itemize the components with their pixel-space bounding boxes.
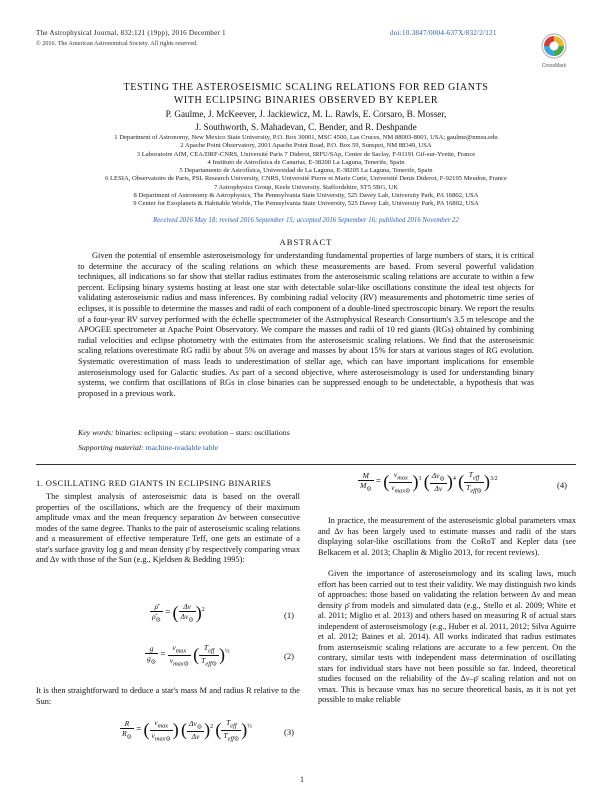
title-line-1: TESTING THE ASTEROSEISMIC SCALING RELATIONS FOR RED GIANTS — [123, 82, 489, 93]
equation-number: (1) — [284, 610, 295, 620]
crossmark-label: CrossMark — [541, 63, 567, 69]
equation-number: (3) — [284, 727, 295, 737]
abstract-text: Given the potential of ensemble asteroseismology for understanding fundamental properties of large numbers of stars, it is critical to determine the accuracy of the scaling relations on which these measurements are based. From several powerful validation techniques, all indications so far show that stellar radius estimates from the asteroseismic scaling relations are accurate to within a few percent. Eclipsing binary systems hosting at least one star with detectable solar-like oscillations constitute the ideal test objects for validating asteroseismic radius and mass inferences. By combining radial velocity (RV) measurements and photometric time series of eclipses, it is possible to determine the masses and radii of each component of a double-lined spectroscopic binary. We report the results of a four-year RV survey performed with the échelle spectrometer of the Astrophysical Research Consortium's 3.5 m telescope and the APOGEE spectrometer at Apache Point Observatory. We compare the masses and radii of 10 red giants (RGs) obtained by combining radial velocities and eclipse photometry with the estimates from the asteroseismic scaling relations. We find that the asteroseismic scaling relations overestimate RG radii by about 5% on average and masses by about 15% for stars at various stages of RG evolution. Systematic overestimation of mass leads to underestimation of stellar age, which can have important implications for ensemble asteroseismology used for Galactic studies. As part of a second objective, where asteroseismology is used for understanding binary systems, we confirm that oscillations of RGs in close binaries can be suppressed enough to be undetectable, a hypothesis that was proposed in a previous work. — [78, 251, 534, 398]
page-number: 1 — [300, 775, 304, 784]
equation-number: (2) — [284, 651, 295, 661]
supporting-material — [78, 443, 534, 452]
equation-1: $\frac{\rhō}{\rhō_⊙}$ = ( $\frac{\Delta\nu}{\Delta\nu_⊙}$ )$^2$ — [152, 602, 205, 624]
affiliation: 6 LESIA, Observatoire de Paris, PSL Research University, CNRS, Université Pierre et Marie Curie, Université Denis Diderot, F-92195 Meudon, France — [105, 175, 507, 183]
equation-4: $\frac{M}{M_⊙}$ = ( $\frac{\nu_{max}}{\nu_{max⊙}}$ )$^3$ ( $\frac{\Delta\nu_⊙}{\Delta\nu}$ )$^4$ ( $\frac{T_{eff}}{T_{eff⊙}}$ )$^{3/2}$ — [360, 470, 498, 495]
keywords-label: Key words: — [78, 428, 114, 437]
crossmark-badge[interactable] — [541, 33, 567, 67]
crossmark-icon — [541, 33, 567, 59]
section-heading: 1. OSCILLATING RED GIANTS IN ECLIPSING BINARIES — [36, 478, 272, 488]
keywords-text: binaries: eclipsing – stars: evolution – stars: oscillations — [115, 428, 290, 437]
section-divider — [36, 464, 576, 465]
left-paragraph-2: It is then straightforward to deduce a star's mass M and radius R relative to the Sun: — [36, 686, 300, 706]
affiliation: 2 Apache Point Observatory, 2001 Apache Point Road, P.O. Box 59, Sunspot, NM 88349, USA — [180, 142, 432, 150]
affiliation: 4 Instituto de Astrofísica de Canarias, E-38200 La Laguna, Tenerife, Spain — [207, 158, 405, 166]
left-paragraph-1: The simplest analysis of asteroseismic data is based on the overall properties of the oscillations, which are the frequency of their maximum amplitude νmax and the mean frequency separation Δν between consecutive modes of the same degree. Thanks to the pair of asteroseismic scaling relations and a measurement of effective temperature Teff, one gets an estimate of a star's surface gravity log g and mean density ρ̄ by respectively comparing νmax and Δν with those of the Sun (e.g., Kjeldsen & Bedding 1995): — [36, 492, 300, 564]
affiliations — [40, 134, 572, 209]
keywords — [78, 428, 534, 437]
authors-line-1: P. Gaulme, J. McKeever, J. Jackiewicz, M. L. Rawls, E. Corsaro, B. Mosser, — [165, 109, 447, 119]
affiliation: 1 Department of Astronomy, New Mexico State University, P.O. Box 30001, MSC 4500, Las Cruces, NM 88003-8001, USA; gaulme@nmsu.edu — [114, 134, 498, 141]
affiliation: 5 Departamento de Astrofísica, Universidad de La Laguna, E-38205 La Laguna, Tenerife, Spain — [179, 167, 433, 175]
equation-2: $\frac{g}{g_⊙}$ = $\frac{\nu_{max}}{\nu_{max⊙}}$ ( $\frac{T_{eff}}{T_{eff⊙}}$ )$^{\frac{1}{2}}$ — [147, 643, 230, 668]
supporting-label: Supporting material: — [78, 443, 144, 452]
affiliation: 8 Department of Astronomy & Astrophysics, The Pennsylvania State University, 525 Davey Lab, University Park, PA 16802, USA — [133, 192, 479, 200]
author-list — [60, 108, 552, 134]
title-line-2: WITH ECLIPSING BINARIES OBSERVED BY KEPLER — [173, 95, 439, 106]
copyright-line: © 2016. The American Astronomical Society. All rights reserved. — [36, 40, 198, 47]
right-paragraph-1: In practice, the measurement of the asteroseismic global parameters νmax and Δν has been largely used to estimate masses and radii of the stars displaying solar-like oscillations from the CoRoT and Kepler data (see Belkacem et al. 2013; Chaplin & Miglio 2013, for recent reviews). — [318, 516, 576, 557]
affiliation: 7 Astrophysics Group, Keele University, Staffordshire, ST5 5BG, UK — [213, 183, 399, 191]
right-paragraph-2: Given the importance of asteroseismology and its scaling laws, much effort has been carried out to test their validity. We may distinguish two kinds of approaches: those based on validating the relation between Δν and mean density ρ̄ from models and simulated data (e.g., Stello et al. 2009; White et al. 2011; Miglio et al. 2013) and others based on measuring R of actual stars independent of asteroseismology (e.g., Huber et al. 2011, 2012; Silva Aguirre et al. 2012; Baines et al. 2014). All works indicated that radius estimates from asteroseismic scaling relations are accurate to a few percent. On the contrary, similar tests with independent mass determination of oscillating stars for individual stars have not been possible so far. Indeed, theoretical studies focused on the reliability of the Δν–ρ̄ scaling relation and not on νmax. This is because νmax has no secure theoretical basis, as it is not yet possible to make reliable — [318, 569, 576, 704]
abstract-heading: ABSTRACT — [279, 237, 333, 247]
authors-line-2: J. Southworth, S. Mahadevan, C. Bender, and R. Deshpande — [195, 122, 417, 132]
equation-number: (4) — [557, 480, 568, 490]
affiliation: 9 Center for Exoplanets & Habitable Worlds, The Pennsylvania State University, 525 Davey Lab, University Park, PA 16802, USA — [133, 200, 479, 208]
received-dates: Received 2016 May 18; revised 2016 September 15; accepted 2016 September 16; published 2016 November 22 — [153, 217, 459, 224]
journal-header: The Astrophysical Journal, 832:121 (19pp), 2016 December 1 — [36, 29, 226, 37]
doi-link[interactable]: doi:10.3847/0004-637X/832/2/121 — [390, 29, 497, 37]
affiliation: 3 Laboratoire AIM, CEA/DRF-CNRS, Université Paris 7 Diderot, IRFU/SAp, Centre de Saclay, F-91191 Gif-sur-Yvette, France — [136, 150, 476, 158]
equation-3: $\frac{R}{R_⊙}$ = ( $\frac{\nu_{max}}{\nu_{max⊙}}$ ) ( $\frac{\Delta\nu_⊙}{\Delta\nu}$ )$^2$ ( $\frac{T_{eff}}{T_{eff⊙}}$ )$^{\frac{1}{2}}$ — [122, 718, 252, 743]
paper-title — [60, 81, 552, 107]
supporting-link[interactable]: machine-readable table — [145, 443, 219, 452]
